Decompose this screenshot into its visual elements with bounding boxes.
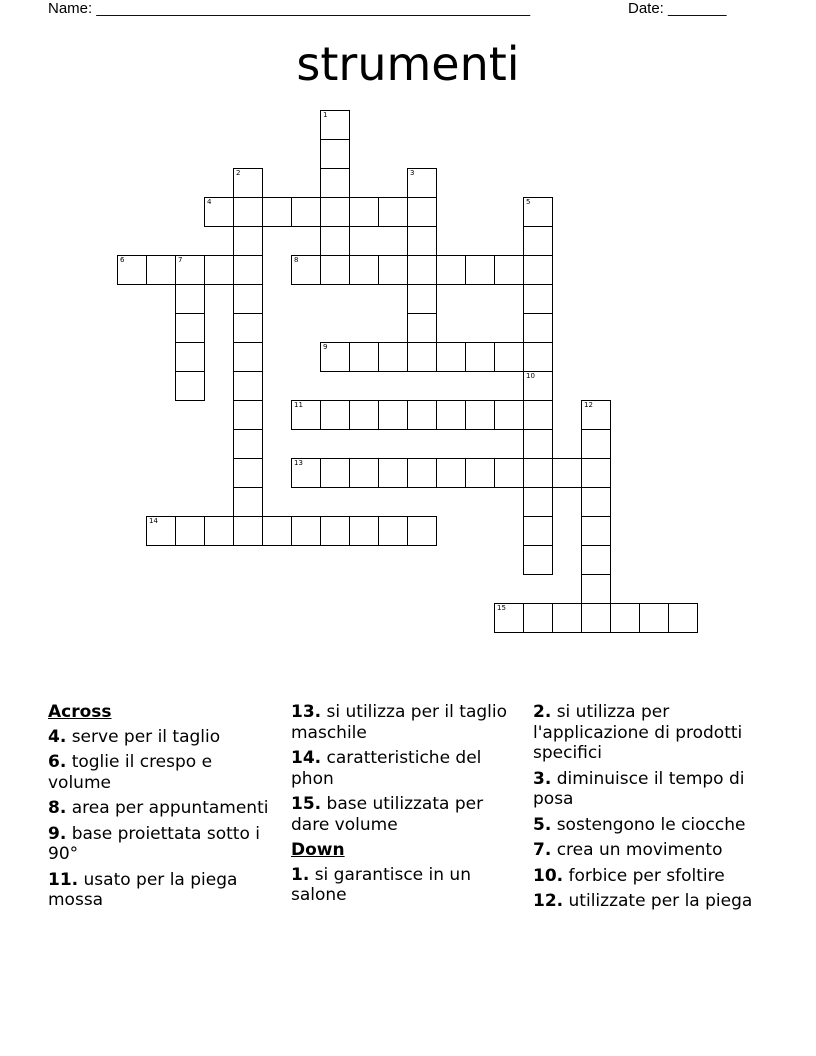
- grid-cell[interactable]: [523, 458, 553, 488]
- grid-cell[interactable]: [523, 226, 553, 256]
- grid-cell[interactable]: [175, 313, 205, 343]
- grid-cell[interactable]: [581, 516, 611, 546]
- clue-number: 9: [323, 343, 328, 351]
- grid-cell[interactable]: [320, 110, 350, 140]
- grid-cell[interactable]: [146, 255, 176, 285]
- clue-across-4: 4. serve per il taglio: [48, 726, 221, 747]
- grid-cell[interactable]: [523, 487, 553, 517]
- grid-cell[interactable]: [523, 284, 553, 314]
- grid-cell[interactable]: [320, 226, 350, 256]
- grid-cell[interactable]: [349, 400, 379, 430]
- grid-cell[interactable]: [291, 400, 321, 430]
- grid-cell[interactable]: [204, 516, 234, 546]
- grid-cell[interactable]: [175, 255, 205, 285]
- clue-number: 12: [584, 401, 593, 409]
- clues-column-2: [291, 702, 517, 911]
- grid-cell[interactable]: [233, 516, 263, 546]
- grid-cell[interactable]: [581, 574, 611, 604]
- grid-cell[interactable]: [436, 255, 466, 285]
- grid-cell[interactable]: [320, 139, 350, 169]
- grid-cell[interactable]: [407, 342, 437, 372]
- grid-cell[interactable]: [320, 168, 350, 198]
- grid-cell[interactable]: [407, 168, 437, 198]
- puzzle-title: strumenti: [296, 37, 520, 91]
- grid-cell[interactable]: [523, 400, 553, 430]
- grid-cell[interactable]: [465, 400, 495, 430]
- clue-number: 3: [410, 169, 415, 177]
- grid-cell[interactable]: [117, 255, 147, 285]
- grid-cell[interactable]: [233, 342, 263, 372]
- clue-across-9: 9. base proiettata sotto i 90°: [48, 823, 260, 864]
- grid-cell[interactable]: [494, 603, 524, 633]
- grid-cell[interactable]: [233, 458, 263, 488]
- grid-cell[interactable]: [320, 516, 350, 546]
- grid-cell[interactable]: [523, 429, 553, 459]
- grid-cell[interactable]: [233, 371, 263, 401]
- grid-cell[interactable]: [465, 342, 495, 372]
- grid-cell[interactable]: [552, 458, 582, 488]
- grid-cell[interactable]: [407, 458, 437, 488]
- clue-down-5: 5. sostengono le ciocche: [533, 814, 746, 835]
- grid-cell[interactable]: [523, 545, 553, 575]
- grid-cell[interactable]: [320, 342, 350, 372]
- down-heading: Down: [291, 840, 345, 860]
- grid-cell[interactable]: [233, 313, 263, 343]
- grid-cell[interactable]: [494, 458, 524, 488]
- grid-cell[interactable]: [465, 255, 495, 285]
- grid-cell[interactable]: [291, 458, 321, 488]
- clue-across-8: 8. area per appuntamenti: [48, 798, 269, 818]
- grid-cell[interactable]: [407, 313, 437, 343]
- grid-cell[interactable]: [378, 458, 408, 488]
- grid-cell[interactable]: [407, 400, 437, 430]
- clue-across-14: 14. caratteristiche del phon: [291, 748, 482, 789]
- grid-cell[interactable]: [407, 255, 437, 285]
- clue-number: 4: [207, 198, 212, 206]
- grid-cell[interactable]: [581, 400, 611, 430]
- grid-cell[interactable]: [494, 255, 524, 285]
- clues-column-3: [533, 702, 759, 917]
- grid-cell[interactable]: [436, 342, 466, 372]
- grid-cell[interactable]: [523, 255, 553, 285]
- clue-number: 11: [294, 401, 303, 409]
- grid-cell[interactable]: [436, 458, 466, 488]
- clue-across-15: 15. base utilizzata per dare volume: [291, 794, 484, 835]
- grid-cell[interactable]: [349, 516, 379, 546]
- grid-cell[interactable]: [378, 342, 408, 372]
- clue-number: 6: [120, 256, 125, 264]
- grid-cell[interactable]: [465, 458, 495, 488]
- grid-cell[interactable]: [349, 197, 379, 227]
- grid-cell[interactable]: [523, 197, 553, 227]
- grid-cell[interactable]: [233, 168, 263, 198]
- grid-cell[interactable]: [581, 603, 611, 633]
- clue-down-7: 7. crea un movimento: [533, 840, 723, 860]
- clue-down-3: 3. diminuisce il tempo di posa: [533, 768, 745, 809]
- clue-down-1: 1. si garantisce in un salone: [291, 864, 471, 905]
- clue-number: 13: [294, 459, 303, 467]
- grid-cell[interactable]: [320, 400, 350, 430]
- clue-down-10: 10. forbice per sfoltire: [533, 865, 725, 886]
- grid-cell[interactable]: [175, 284, 205, 314]
- grid-cell[interactable]: [320, 255, 350, 285]
- grid-cell[interactable]: [407, 226, 437, 256]
- clue-number: 14: [149, 517, 158, 525]
- grid-cell[interactable]: [175, 371, 205, 401]
- grid-cell[interactable]: [320, 458, 350, 488]
- grid-cell[interactable]: [523, 342, 553, 372]
- grid-cell[interactable]: [552, 603, 582, 633]
- grid-cell[interactable]: [291, 516, 321, 546]
- grid-cell[interactable]: [233, 429, 263, 459]
- grid-cell[interactable]: [668, 603, 698, 633]
- grid-cell[interactable]: [378, 255, 408, 285]
- grid-cell[interactable]: [407, 516, 437, 546]
- clue-across-13: 13. si utilizza per il taglio maschile: [291, 702, 508, 743]
- clue-down-12: 12. utilizzate per la piega: [533, 891, 753, 911]
- grid-cell[interactable]: [523, 313, 553, 343]
- grid-cell[interactable]: [233, 284, 263, 314]
- grid-cell[interactable]: [436, 400, 466, 430]
- clue-number: 10: [526, 372, 535, 380]
- clue-number: 2: [236, 169, 241, 177]
- grid-cell[interactable]: [349, 342, 379, 372]
- grid-cell[interactable]: [233, 226, 263, 256]
- grid-cell[interactable]: [378, 516, 408, 546]
- grid-cell[interactable]: [494, 400, 524, 430]
- grid-cell[interactable]: [175, 342, 205, 372]
- grid-cell[interactable]: [523, 603, 553, 633]
- grid-cell[interactable]: [581, 545, 611, 575]
- grid-cell[interactable]: [581, 458, 611, 488]
- grid-cell[interactable]: [204, 197, 234, 227]
- clue-across-11: 11. usato per la piega mossa: [48, 869, 238, 910]
- grid-cell[interactable]: [291, 255, 321, 285]
- grid-cell[interactable]: [523, 516, 553, 546]
- name-field-label: Name: ____________________________________________________: [48, 0, 531, 17]
- clues-column-1: [48, 702, 274, 916]
- clue-number: 7: [178, 256, 183, 264]
- grid-cell[interactable]: [639, 603, 669, 633]
- across-heading: Across: [48, 702, 112, 722]
- grid-cell[interactable]: [378, 197, 408, 227]
- clue-down-2: 2. si utilizza per l'applicazione di prodotti specifici: [533, 702, 743, 763]
- grid-cell[interactable]: [407, 197, 437, 227]
- grid-cell[interactable]: [349, 458, 379, 488]
- grid-cell[interactable]: [175, 516, 205, 546]
- clue-number: 1: [323, 111, 328, 119]
- clue-number: 8: [294, 256, 299, 264]
- grid-cell[interactable]: [581, 429, 611, 459]
- grid-cell[interactable]: [233, 400, 263, 430]
- grid-cell[interactable]: [233, 255, 263, 285]
- grid-cell[interactable]: [494, 342, 524, 372]
- grid-cell[interactable]: [146, 516, 176, 546]
- clue-number: 5: [526, 198, 531, 206]
- grid-cell[interactable]: [349, 255, 379, 285]
- grid-cell[interactable]: [204, 255, 234, 285]
- grid-cell[interactable]: [523, 371, 553, 401]
- grid-cell[interactable]: [233, 487, 263, 517]
- clue-across-6: 6. toglie il crespo e volume: [48, 752, 213, 793]
- grid-cell[interactable]: [233, 197, 263, 227]
- grid-cell[interactable]: [320, 197, 350, 227]
- grid-cell[interactable]: [581, 487, 611, 517]
- grid-cell[interactable]: [262, 516, 292, 546]
- grid-cell[interactable]: [378, 400, 408, 430]
- grid-cell[interactable]: [262, 197, 292, 227]
- clue-number: 15: [497, 604, 506, 612]
- grid-cell[interactable]: [610, 603, 640, 633]
- grid-cell[interactable]: [407, 284, 437, 314]
- grid-cell[interactable]: [291, 197, 321, 227]
- date-field-label: Date: _______: [628, 0, 727, 17]
